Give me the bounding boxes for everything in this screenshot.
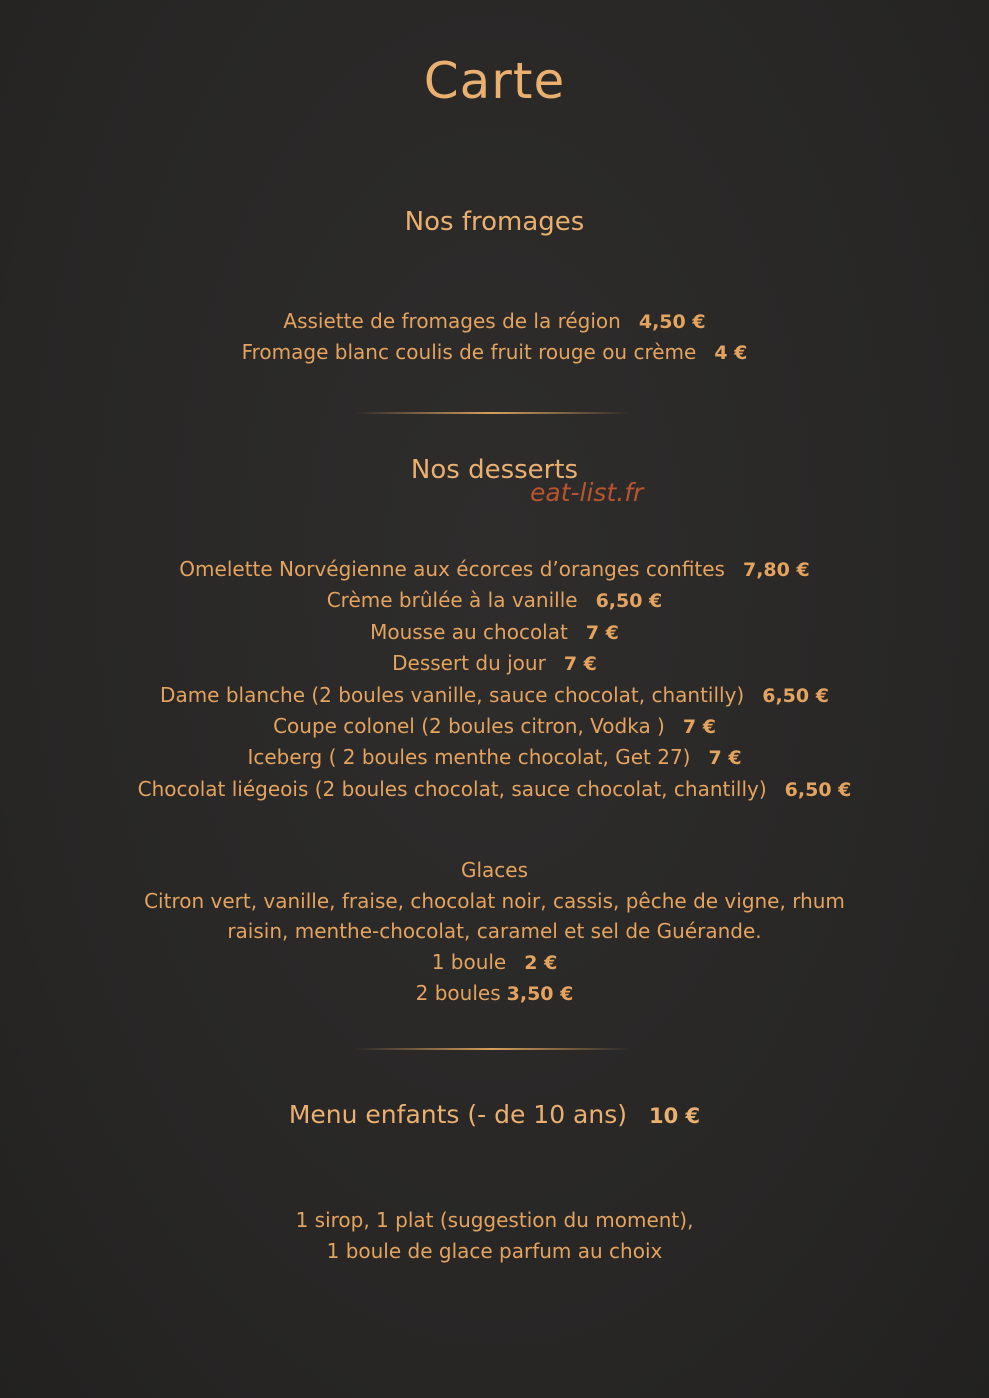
item-price: 7 €: [585, 621, 619, 644]
item-name: Assiette de fromages de la région: [283, 309, 621, 333]
glaces-heading: Glaces: [460, 858, 529, 882]
menu-item: [0, 585, 989, 616]
item-price: 7 €: [708, 747, 742, 770]
menu-item: [0, 617, 989, 648]
menu-item: [0, 648, 989, 679]
page-title: Carte: [423, 52, 566, 110]
item-price: 7 €: [563, 653, 597, 676]
item-name: Dessert du jour: [392, 651, 546, 676]
item-name: 2 boules: [415, 981, 501, 1005]
item-name: Coupe colonel (2 boules citron, Vodka ): [273, 714, 665, 739]
item-price: 7,80 €: [742, 559, 810, 581]
enfants-price: 10 €: [649, 1104, 701, 1128]
glaces-flavors-line2: raisin, menthe-chocolat, caramel et sel de Guérande.: [227, 919, 762, 943]
enfants-title: Menu enfants (- de 10 ans): [288, 1100, 627, 1129]
item-price: 2 €: [524, 951, 558, 974]
menu-item: [0, 337, 989, 368]
menu-item: [0, 742, 989, 773]
item-price: 4,50 €: [638, 311, 706, 333]
glaces-two-scoops: [0, 978, 989, 1010]
glaces-one-scoop: [0, 947, 989, 979]
item-name: Crème brûlée à la vanille: [326, 588, 578, 613]
item-name: Fromage blanc coulis de fruit rouge ou crème: [241, 340, 697, 365]
glaces-flavors-line1: Citron vert, vanille, fraise, chocolat noir, cassis, pêche de vigne, rhum: [144, 888, 845, 913]
enfants-line1: 1 sirop, 1 plat (suggestion du moment),: [295, 1208, 694, 1232]
menu-item: [0, 711, 989, 742]
item-name: Chocolat liégeois (2 boules chocolat, sauce chocolat, chantilly): [137, 776, 767, 801]
enfants-heading: [0, 1100, 989, 1129]
menu-item: [0, 774, 989, 805]
menu-item: [0, 680, 989, 711]
item-price: 4 €: [714, 342, 748, 365]
menu-item: [0, 554, 989, 585]
item-price: 6,50 €: [595, 590, 663, 613]
section-divider: [355, 1048, 630, 1050]
item-name: Omelette Norvégienne aux écorces d’oranges confites: [179, 557, 725, 581]
enfants-line2: 1 boule de glace parfum au choix: [326, 1239, 663, 1263]
item-name: Iceberg ( 2 boules menthe chocolat, Get 27): [247, 745, 691, 770]
item-name: 1 boule: [431, 949, 507, 974]
fromages-heading: Nos fromages: [404, 207, 585, 237]
watermark: eat-list.fr: [530, 478, 644, 507]
item-name: Dame blanche (2 boules vanille, sauce chocolat, chantilly): [160, 682, 745, 707]
item-name: Mousse au chocolat: [370, 619, 568, 644]
desserts-list: [0, 554, 989, 805]
item-price: 3,50 €: [506, 983, 574, 1005]
section-divider: [355, 412, 630, 414]
glaces-section: [0, 855, 989, 1010]
menu-item: [0, 306, 989, 337]
item-price: 6,50 €: [784, 778, 852, 801]
fromages-list: [0, 306, 989, 369]
enfants-description: [0, 1205, 989, 1267]
item-price: 6,50 €: [762, 684, 829, 707]
item-price: 7 €: [682, 716, 716, 739]
desserts-heading: Nos desserts: [410, 455, 579, 485]
